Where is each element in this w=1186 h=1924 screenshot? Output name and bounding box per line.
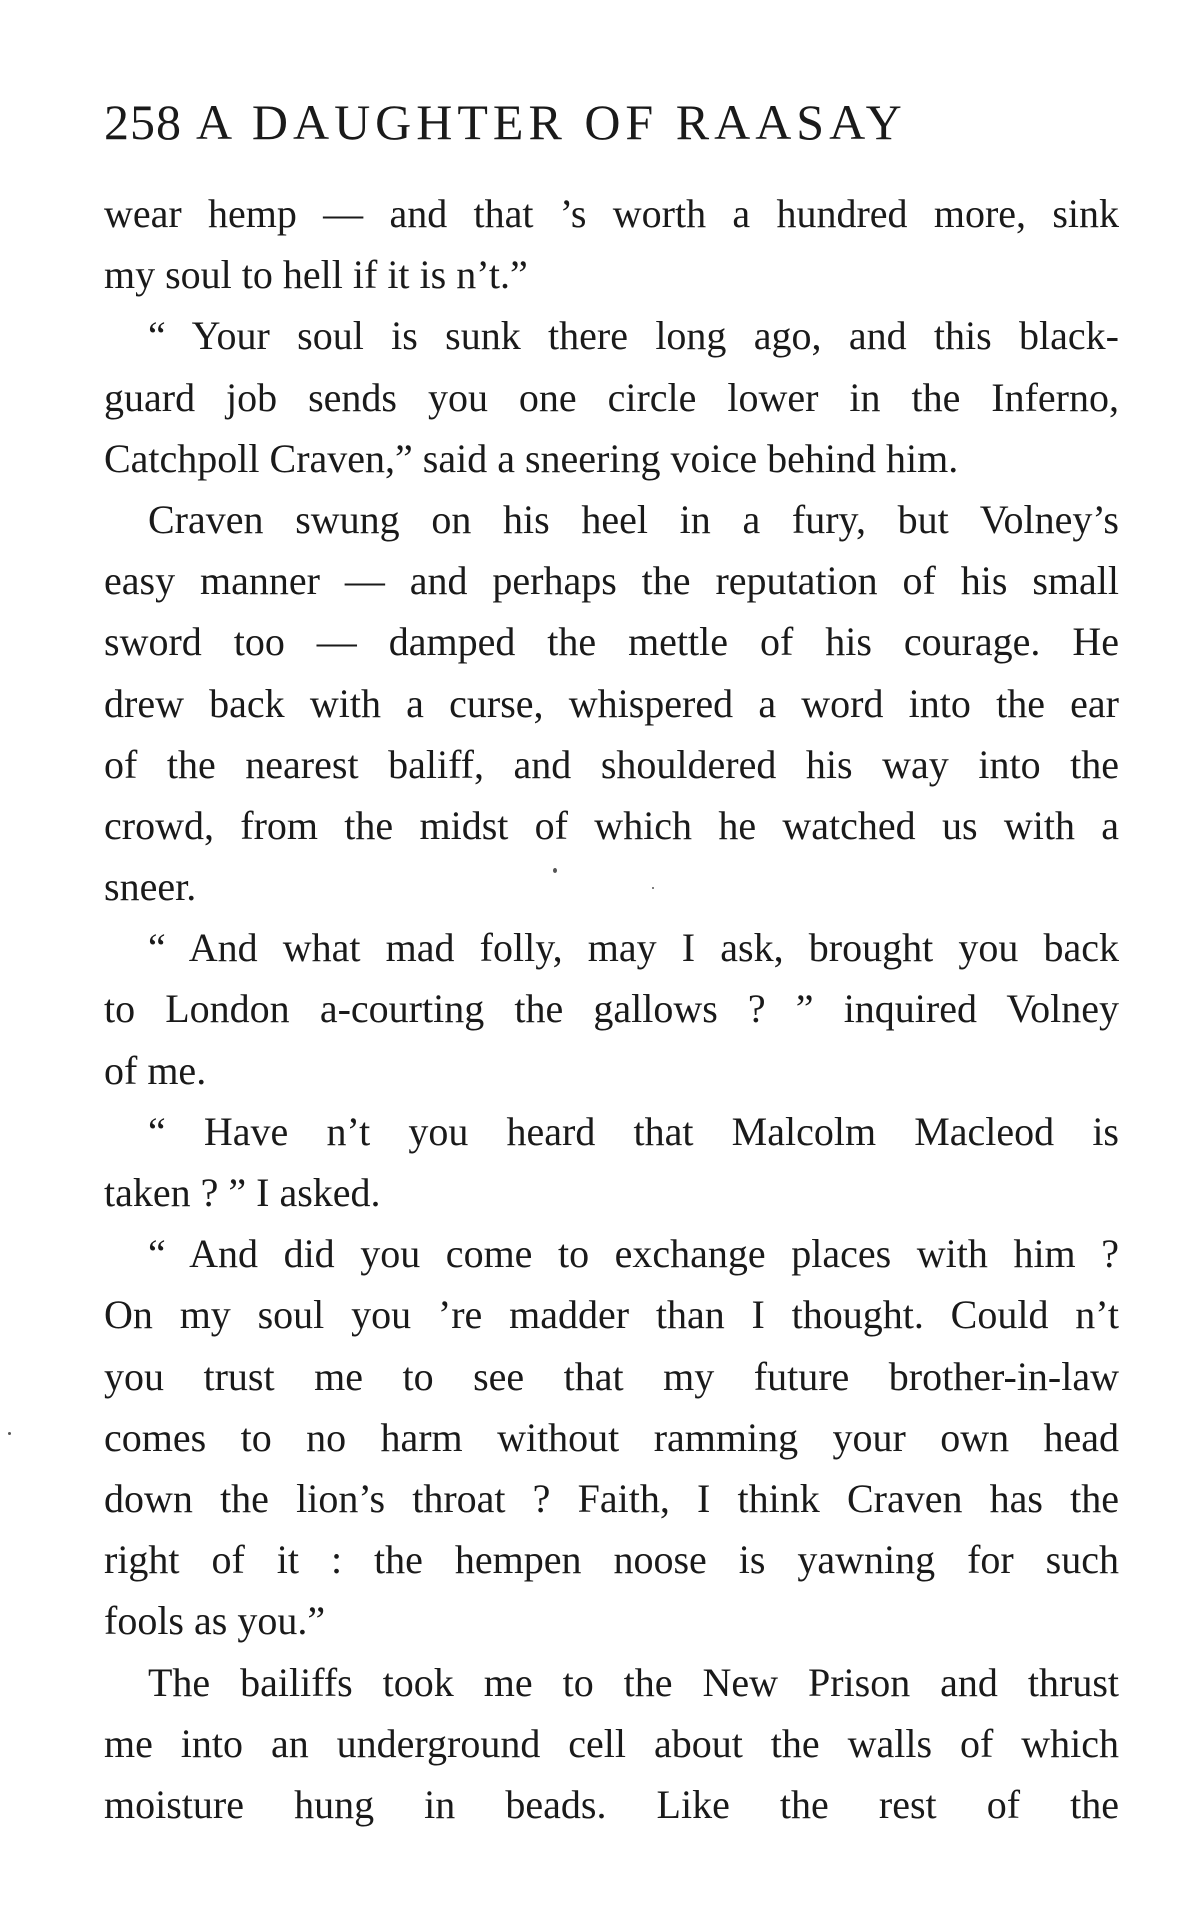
text-line: down the lion’s throat ? Faith, I think Craven has the (104, 1475, 1119, 1521)
text-line: drew back with a curse, whispered a word into the ear (104, 680, 1119, 726)
running-head (104, 92, 1104, 152)
text-line: crowd, from the midst of which he watched us with a (104, 802, 1119, 848)
text-line: taken ? ” I asked. (104, 1170, 381, 1215)
page-number: 258 (104, 94, 182, 150)
text-line: fools as you.” (104, 1598, 326, 1644)
text-line: On my soul you ’re madder than I thought. Could n’t (104, 1292, 1119, 1338)
body-text (104, 183, 1119, 1835)
text-line: you trust me to see that my future brother-in-law (104, 1353, 1119, 1399)
text-line: comes to no harm without ramming your own head (104, 1414, 1119, 1460)
text-line: of me. (104, 1047, 207, 1093)
text-line: sneer. (104, 864, 197, 910)
text-line: guard job sends you one circle lower in the Inferno, (104, 374, 1119, 420)
text-line: moisture hung in beads. Like the rest of the (104, 1781, 1119, 1827)
text-line: right of it : the hempen noose is yawning for such (104, 1537, 1119, 1583)
ink-speck (8, 1432, 11, 1435)
text-line: of the nearest baliff, and shouldered his way into the (104, 741, 1119, 787)
text-line: Craven swung on his heel in a fury, but Volney’s (148, 496, 1119, 542)
text-line: “ And what mad folly, may I ask, brought you back (148, 925, 1119, 971)
text-line: easy manner — and perhaps the reputation of his small (104, 558, 1119, 604)
text-line: Catchpoll Craven,” said a sneering voice behind him. (104, 435, 959, 481)
ink-speck (553, 868, 557, 873)
text-line: me into an underground cell about the walls of which (104, 1720, 1119, 1766)
text-line: “ Have n’t you heard that Malcolm Macleod is (148, 1108, 1119, 1154)
text-line: The bailiffs took me to the New Prison and thrust (148, 1659, 1119, 1705)
text-line: “ And did you come to exchange places with him ? (148, 1231, 1119, 1277)
text-line: wear hemp — and that ’s worth a hundred more, sink (104, 191, 1119, 236)
text-line: sword too — damped the mettle of his courage. He (104, 619, 1119, 665)
text-line: to London a-courting the gallows ? ” inquired Volney (104, 986, 1119, 1032)
text-line: “ Your soul is sunk there long ago, and this black- (148, 313, 1119, 359)
text-line: my soul to hell if it is n’t.” (104, 252, 528, 298)
book-title: A DAUGHTER OF RAASAY (196, 94, 907, 150)
ink-speck (652, 887, 654, 889)
